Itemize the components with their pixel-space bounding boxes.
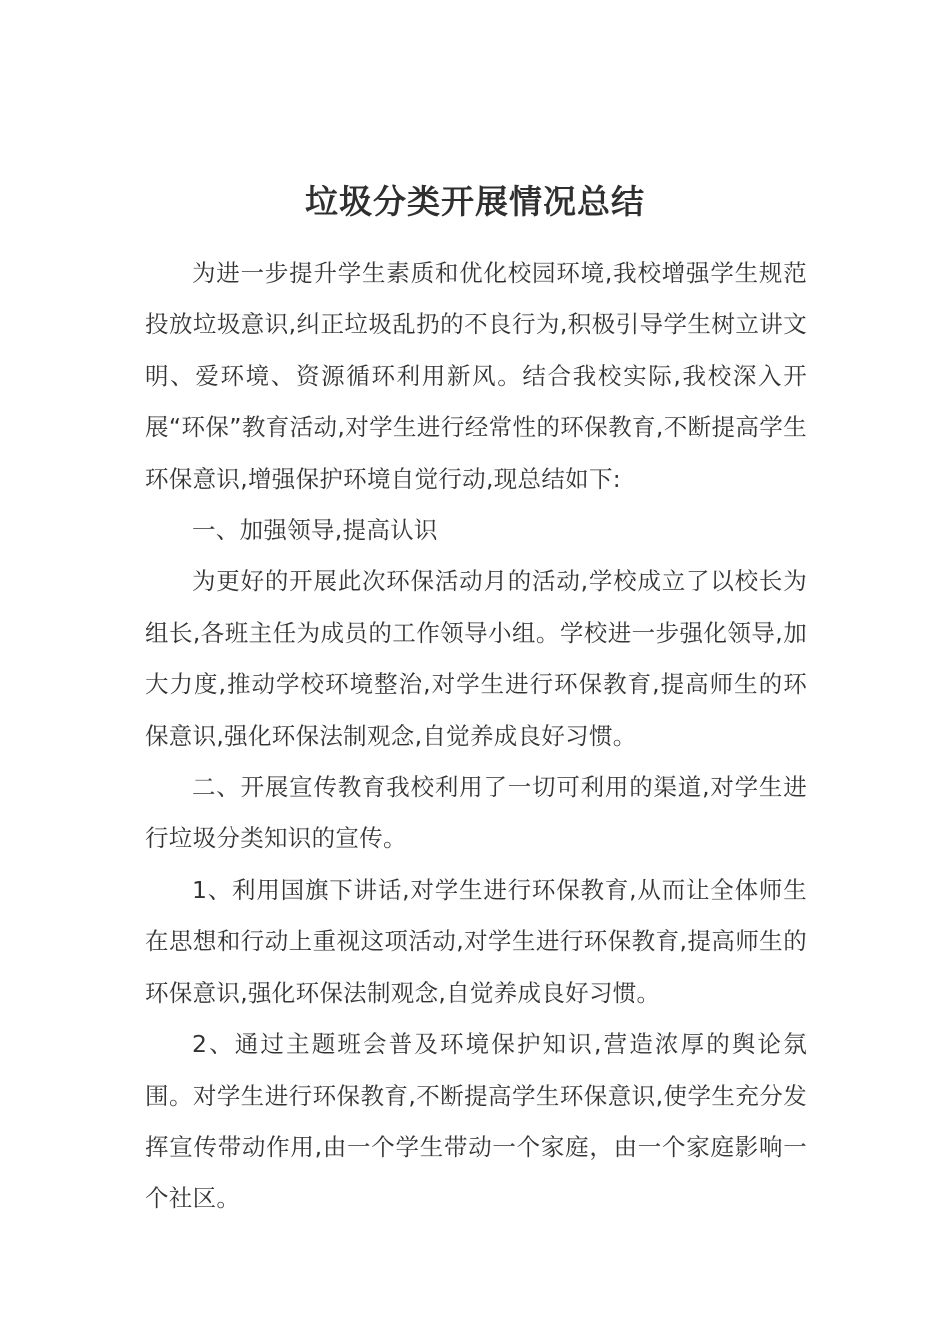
- document-title: 垃圾分类开展情况总结: [305, 182, 645, 221]
- paragraph-item-1: 1、利用国旗下讲话,对学生进行环保教育,从而让全体师生在思想和行动上重视这项活动,对学生进行环保教育,提高师生的环保意识,强化环保法制观念,自觉养成良好习惯。: [145, 875, 807, 1007]
- paragraph-section-1: 为更好的开展此次环保活动月的活动,学校成立了以校长为组长,各班主任为成员的工作领导小组。学校进一步强化领导,加大力度,推动学校环境整治,对学生进行环保教育,提高师生的环保意识,强化环保法制观念,自觉养成良好习惯。: [145, 567, 807, 750]
- heading-section-1: 一、加强领导,提高认识: [192, 516, 438, 545]
- document-body: [145, 248, 807, 1225]
- paragraph-intro: 为进一步提升学生素质和优化校园环境,我校增强学生规范投放垃圾意识,纠正垃圾乱扔的不良行为,积极引导学生树立讲文明、爱环境、资源循环利用新风。结合我校实际,我校深入开展“环保”教育活动,对学生进行经常性的环保教育,不断提高学生环保意识,增强保护环境自觉行动,现总结如下:: [145, 259, 807, 493]
- paragraph-section-2: 二、开展宣传教育我校利用了一切可利用的渠道,对学生进行垃圾分类知识的宣传。: [145, 773, 807, 853]
- paragraph-item-2: 2、通过主题班会普及环境保护知识,营造浓厚的舆论氛围。对学生进行环保教育,不断提高学生环保意识,使学生充分发挥宣传带动作用,由一个学生带动一个家庭，由一个家庭影响一个社区。: [145, 1030, 807, 1213]
